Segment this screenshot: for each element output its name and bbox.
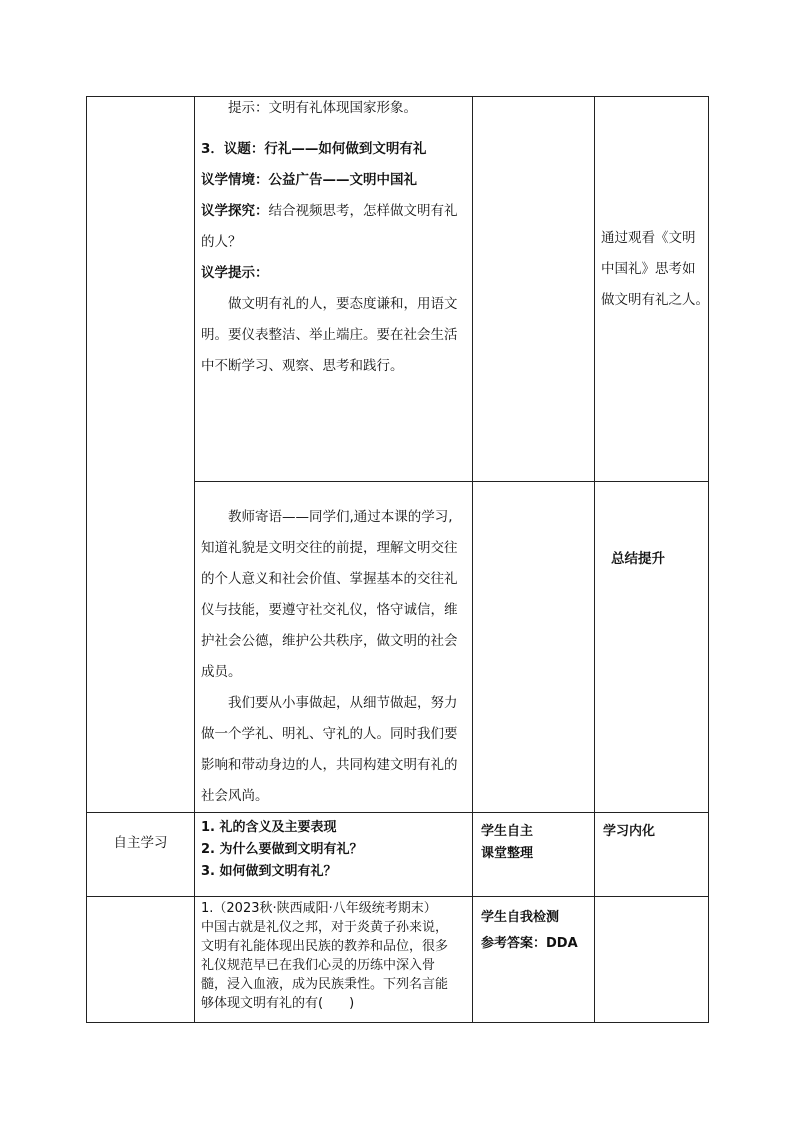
- stage-cell: [87, 813, 195, 897]
- scenario-text: 公益广告——文明中国礼: [268, 172, 417, 188]
- explore-text: 结合视频思考，怎样做文明有礼: [268, 203, 458, 219]
- stage-cell-empty: [87, 897, 195, 1023]
- activity-line: 学生自主: [481, 824, 534, 839]
- activity-cell-empty: [473, 482, 595, 813]
- activity-self-test: 学生自我检测: [481, 910, 560, 925]
- question-line: 够体现文明有礼的有( ): [201, 996, 355, 1011]
- teacher-message-line: 教师寄语——同学们,通过本课的学习,: [228, 509, 453, 525]
- stage-cell-empty: [87, 97, 195, 813]
- teacher-message-line: 影响和带动身边的人，共同构建文明有礼的: [201, 757, 458, 773]
- topic-title: 3．议题：行礼——如何做到文明有礼: [201, 141, 427, 157]
- answer-key: 参考答案：DDA: [481, 936, 578, 951]
- question-line: 中国古就是礼仪之邦，对于炎黄子孙来说，: [201, 920, 449, 935]
- content-cell: [195, 97, 473, 482]
- teacher-message-line: 知道礼貌是文明交往的前提，理解文明交往: [201, 540, 458, 556]
- intent-line: 中国礼》思考如: [601, 261, 696, 277]
- hint-text-line: 明。要仪表整洁、举止端庄。要在社会生活: [201, 327, 458, 343]
- teacher-message-line: 社会风尚。: [201, 788, 269, 804]
- table-row: [87, 897, 709, 1023]
- teacher-message-line: 的个人意义和社会价值、掌握基本的交往礼: [201, 571, 458, 587]
- question-line: 文明有礼能体现出民族的教养和品位，很多: [201, 939, 449, 954]
- lesson-plan-table: [86, 96, 709, 1023]
- content-cell: [195, 897, 473, 1023]
- intent-cell-empty: [595, 897, 709, 1023]
- teacher-message-line: 护社会公德，维护公共秩序，做文明的社会: [201, 633, 458, 649]
- activity-cell: [473, 897, 595, 1023]
- hint-text-line: 中不断学习、观察、思考和践行。: [201, 358, 404, 374]
- stage-label: 自主学习: [113, 835, 168, 851]
- intent-summary: 总结提升: [611, 551, 665, 567]
- teacher-message-line: 我们要从小事做起，从细节做起，努力: [228, 695, 458, 711]
- content-cell: [195, 813, 473, 897]
- intent-cell: [595, 813, 709, 897]
- intent-cell: [595, 482, 709, 813]
- explore-line-2: 的人？: [201, 234, 242, 250]
- question-line: 髓，浸入血液，成为民族秉性。下列名言能: [201, 977, 449, 992]
- explore-label: 议学探究：: [201, 203, 269, 219]
- teacher-message-line: 做一个学礼、明礼、守礼的人。同时我们要: [201, 726, 458, 742]
- teacher-message-line: 仪与技能，要遵守社交礼仪，恪守诚信，维: [201, 602, 458, 618]
- table-row: [87, 97, 709, 482]
- hint-label: 议学提示：: [201, 265, 269, 281]
- intent-internalize: 学习内化: [603, 824, 656, 839]
- activity-cell: [473, 813, 595, 897]
- activity-cell-empty: [473, 97, 595, 482]
- content-cell: [195, 482, 473, 813]
- teacher-message-line: 成员。: [201, 664, 242, 680]
- question-line: 1.（2023秋·陕西咸阳·八年级统考期末）: [201, 901, 437, 916]
- list-item: 2. 为什么要做到文明有礼？: [201, 842, 363, 857]
- hint-text-line: 做文明有礼的人，要态度谦和，用语文: [228, 296, 458, 312]
- explore-line: [201, 196, 468, 227]
- table-row: [87, 813, 709, 897]
- intent-line: 通过观看《文明: [601, 230, 696, 246]
- intent-line: 做文明有礼之人。: [601, 292, 709, 308]
- list-item: 3. 如何做到文明有礼？: [201, 864, 337, 879]
- activity-line: 课堂整理: [481, 846, 534, 861]
- list-item: 1. 礼的含义及主要表现: [201, 820, 337, 835]
- question-line: 礼仪规范早已在我们心灵的历练中深入骨: [201, 958, 436, 973]
- scenario-line: [201, 165, 468, 196]
- intent-cell: [595, 97, 709, 482]
- scenario-label: 议学情境：: [201, 172, 269, 188]
- hint-line: 提示：文明有礼体现国家形象。: [228, 100, 417, 116]
